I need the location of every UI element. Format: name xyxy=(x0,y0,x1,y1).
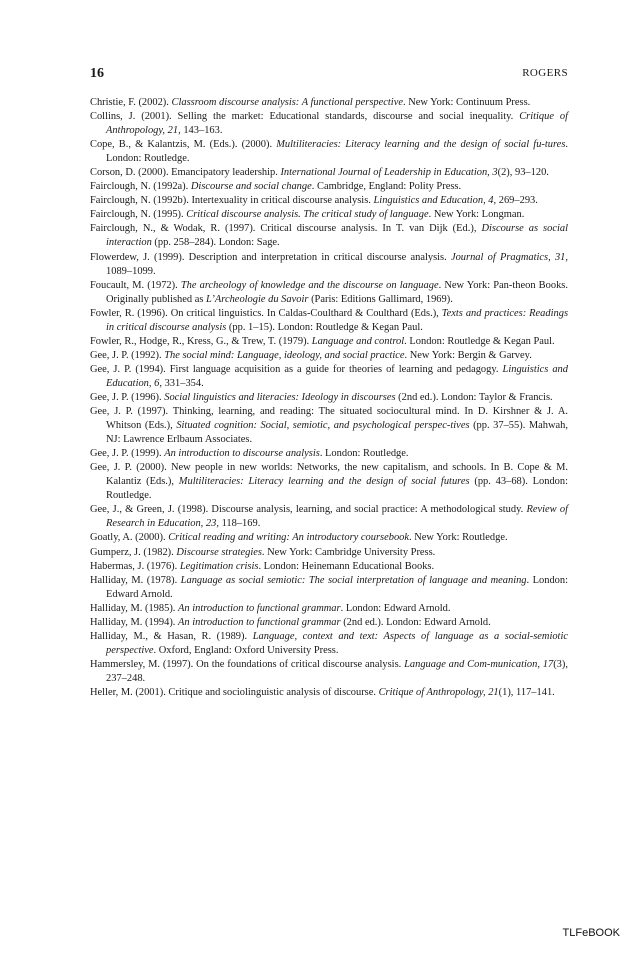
reference-author: Gee, J. P. (1992). xyxy=(90,349,165,361)
reference-title: An introduction to functional grammar xyxy=(178,602,341,614)
reference-entry xyxy=(90,208,568,222)
reference-entry xyxy=(90,138,568,166)
reference-rest: (2), 93–120. xyxy=(497,167,549,179)
reference-rest: . New York: Routledge. xyxy=(409,532,508,544)
reference-author: Fairclough, N. (1992b). Intertexuality in critical discourse analysis. xyxy=(90,195,374,207)
reference-author: Gee, J. P. (1997). Thinking, learning, and reading: The situated sociocultural mind. In D. Kirshner & J. A. Whitson (Eds.), xyxy=(90,406,568,432)
reference-entry xyxy=(90,391,568,405)
reference-title: The social mind: Language, ideology, and social practice xyxy=(164,349,405,361)
reference-entry xyxy=(90,180,568,194)
reference-entry xyxy=(90,335,568,349)
reference-entry xyxy=(90,279,568,307)
reference-entry xyxy=(90,222,568,250)
reference-rest: 269–293. xyxy=(496,195,538,207)
reference-rest: . London: Edward Arnold. xyxy=(106,574,568,600)
reference-title: Language as social semiotic: The social interpretation of language and meaning xyxy=(180,574,527,586)
reference-title: Critical discourse analysis. The critical study of language xyxy=(186,209,429,221)
reference-author: Fairclough, N., & Wodak, R. (1997). Critical discourse analysis. In T. van Dijk (Ed.), xyxy=(90,223,482,235)
reference-author: Fairclough, N. (1995). xyxy=(90,209,187,221)
reference-rest: . New York: Longman. xyxy=(428,209,525,221)
reference-title: International Journal of Leadership in Education, 3 xyxy=(280,167,498,179)
reference-title: Linguistics and Education, 6, xyxy=(106,363,568,389)
reference-author: Collins, J. (2001). Selling the market: Educational standards, discourse and social inequality. xyxy=(90,111,520,123)
reference-author: Gee, J. P. (1996). xyxy=(90,391,165,403)
reference-author: Cope, B., & Kalantzis, M. (Eds.). (2000). xyxy=(90,139,277,151)
reference-rest: . London: Routledge. xyxy=(106,139,568,165)
reference-rest: . New York: Cambridge University Press. xyxy=(261,546,436,558)
reference-entry xyxy=(90,686,568,700)
reference-rest: (pp. 43–68). London: Routledge. xyxy=(106,476,569,502)
reference-author: Christie, F. (2002). xyxy=(90,97,172,108)
reference-title: Language and Com-munication, 17 xyxy=(404,658,554,670)
reference-author: Fowler, R. (1996). On critical linguistics. In Caldas-Coulthard & Coulthard (Eds.), xyxy=(90,307,442,319)
reference-title: Social linguistics and literacies: Ideology in discourses xyxy=(164,391,396,403)
reference-rest: (1), 117–141. xyxy=(498,686,555,698)
reference-rest: . London: Heinemann Educational Books. xyxy=(258,560,435,572)
reference-entry xyxy=(90,560,568,574)
reference-title: Classroom discourse analysis: A functional perspective xyxy=(171,97,403,108)
reference-entry xyxy=(90,461,568,503)
reference-title: Journal of Pragmatics, 31, xyxy=(450,251,568,263)
reference-rest: 143–163. xyxy=(180,125,223,137)
reference-title: The archeology of knowledge and the discourse on language xyxy=(180,279,439,291)
reference-entry xyxy=(90,531,568,545)
reference-entry xyxy=(90,447,568,461)
reference-title: An introduction to discourse analysis xyxy=(164,448,320,460)
reference-author: Halliday, M. (1994). xyxy=(90,616,179,628)
reference-author: Flowerdew, J. (1999). Description and interpretation in critical discourse analysis. xyxy=(90,251,451,263)
reference-title: Multiliteracies: Literacy learning and the design of social fu-tures xyxy=(276,139,566,151)
page-header xyxy=(90,66,568,86)
reference-entry xyxy=(90,251,568,279)
reference-entry xyxy=(90,166,568,180)
reference-rest: (pp. 37–55). Mahwah, NJ: Lawrence Erlbaum Associates. xyxy=(106,420,569,446)
reference-author: Gee, J. P. (1999). xyxy=(90,448,165,460)
reference-rest: (pp. 1–15). London: Routledge & Kegan Paul. xyxy=(226,321,423,333)
reference-title: Language, context and text: Aspects of language as a social-semiotic perspective xyxy=(106,630,568,656)
reference-rest: 331–354. xyxy=(161,377,204,389)
reference-title: Discourse and social change xyxy=(190,181,312,193)
reference-rest: . New York: Pan-theon Books. Originally published as xyxy=(106,279,568,305)
running-head: ROGERS xyxy=(522,67,568,79)
reference-author: Foucault, M. (1972). xyxy=(90,279,181,291)
reference-title: Texts and practices: Readings in critical discourse analysis xyxy=(106,307,569,333)
reference-author: Gee, J. P. (2000). New people in new worlds: Networks, the new capitalism, and schools. In B. Cope & M. Kalantiz (Eds.), xyxy=(90,462,568,488)
reference-entry xyxy=(90,307,568,335)
reference-rest: . Cambridge, England: Polity Press. xyxy=(311,181,462,193)
footer-brand: TLFeBOOK xyxy=(562,927,620,939)
reference-entry xyxy=(90,658,568,686)
reference-title: Linguistics and Education, 4, xyxy=(373,195,497,207)
reference-title: Legitimation crisis xyxy=(179,560,259,572)
reference-author: Fairclough, N. (1992a). xyxy=(90,181,191,193)
reference-entry xyxy=(90,110,568,138)
reference-entry xyxy=(90,349,568,363)
reference-entry xyxy=(90,616,568,630)
reference-rest: . London: Routledge. xyxy=(319,448,409,460)
reference-entry xyxy=(90,503,568,531)
reference-title: Discourse strategies xyxy=(176,546,262,558)
reference-entry xyxy=(90,363,568,391)
reference-rest: . Oxford, England: Oxford University Press. xyxy=(153,644,339,656)
reference-entry xyxy=(90,96,568,110)
reference-author: Habermas, J. (1976). xyxy=(90,560,180,572)
reference-title: Critique of Anthropology, 21 xyxy=(378,686,499,698)
reference-entry xyxy=(90,546,568,560)
reference-author: Halliday, M. (1985). xyxy=(90,602,179,614)
reference-title: An introduction to functional grammar xyxy=(178,616,341,628)
reference-entry xyxy=(90,405,568,447)
reference-title: Situated cognition: Social, semiotic, and psychological perspec-tives xyxy=(176,420,470,432)
reference-rest: (Paris: Editions Gallimard, 1969). xyxy=(308,293,453,305)
reference-author: Corson, D. (2000). Emancipatory leadership. xyxy=(90,167,281,179)
reference-author: Halliday, M. (1978). xyxy=(90,574,181,586)
reference-rest: (3), 237–248. xyxy=(106,658,568,684)
reference-rest: . London: Routledge & Kegan Paul. xyxy=(404,335,555,347)
reference-rest: . New York: Continuum Press. xyxy=(402,97,531,108)
reference-title: Discourse as social interaction xyxy=(106,223,568,249)
reference-rest: (2nd ed.). London: Taylor & Francis. xyxy=(395,391,553,403)
reference-author: Goatly, A. (2000). xyxy=(90,532,169,544)
reference-author: Heller, M. (2001). Critique and sociolinguistic analysis of discourse. xyxy=(90,686,379,698)
reference-entry xyxy=(90,194,568,208)
reference-rest: (2nd ed.). London: Edward Arnold. xyxy=(340,616,491,628)
reference-author: Hammersley, M. (1997). On the foundations of critical discourse analysis. xyxy=(90,658,405,670)
page-number: 16 xyxy=(90,66,104,81)
reference-title: Critique of Anthropology, 21, xyxy=(106,111,568,137)
reference-title: L’Archeologie du Savoir xyxy=(206,293,309,305)
reference-title: Review of Research in Education, 23, xyxy=(106,504,568,530)
reference-entry xyxy=(90,602,568,616)
reference-title: Multiliteracies: Literacy learning and the design of social futures xyxy=(178,476,470,488)
reference-entry xyxy=(90,630,568,658)
reference-rest: . London: Edward Arnold. xyxy=(340,602,451,614)
reference-rest: . New York: Bergin & Garvey. xyxy=(404,349,532,361)
reference-author: Gee, J. P. (1994). First language acquisition as a guide for theories of learning and pedagogy. xyxy=(90,363,503,375)
reference-author: Fowler, R., Hodge, R., Kress, G., & Trew, T. (1979). xyxy=(90,335,312,347)
reference-rest: (pp. 258–284). London: Sage. xyxy=(151,237,280,249)
reference-entry xyxy=(90,574,568,602)
reference-title: Critical reading and writing: An introductory coursebook xyxy=(168,532,410,544)
reference-list xyxy=(90,96,568,700)
reference-title: Language and control xyxy=(311,335,405,347)
reference-rest: 118–169. xyxy=(218,518,261,530)
reference-rest: 1089–1099. xyxy=(106,265,156,277)
reference-author: Halliday, M., & Hasan, R. (1989). xyxy=(90,630,253,642)
reference-author: Gumperz, J. (1982). xyxy=(90,546,177,558)
reference-author: Gee, J., & Green, J. (1998). Discourse analysis, learning, and social practice: A methodological study. xyxy=(90,504,527,516)
